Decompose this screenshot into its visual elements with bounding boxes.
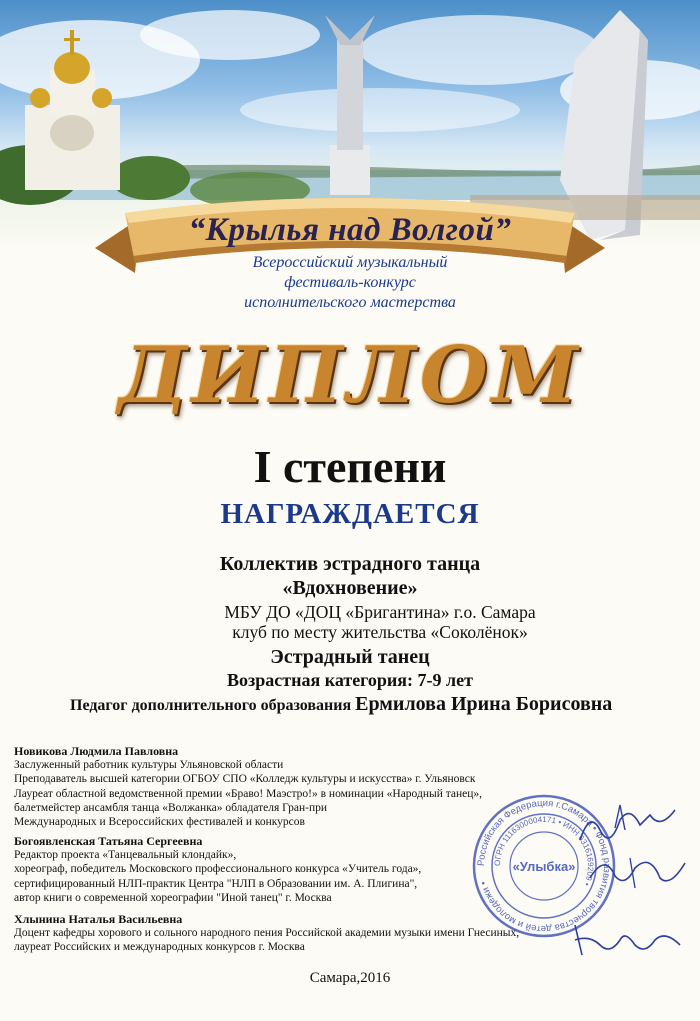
signature <box>560 915 690 965</box>
jury-line: Доцент кафедры хорового и сольного народного пения Российской академии музыки имени Гнесиных, <box>14 927 520 940</box>
recipient-collective: Коллектив эстрадного танца <box>219 553 481 575</box>
jury-line: балетмейстер ансамбля танца «Волжанка» обладателя Гран-при <box>14 801 328 814</box>
stamp-middle-text: ОГРН 1116300004171 • ИНН 6316169209 • <box>492 814 596 888</box>
teacher-name: Ермилова Ирина Борисовна <box>355 693 613 715</box>
jury-member <box>14 834 534 905</box>
jury-line: Преподаватель высшей категории ОГБОУ СПО «Колледж культуры и искусства» г. Ульяновск <box>14 773 476 786</box>
festival-line: исполнительского мастерства <box>244 294 456 311</box>
stamp-center-text: «Улыбка» <box>512 859 576 874</box>
nomination: Эстрадный танец <box>270 646 430 668</box>
festival-line: фестиваль-конкурс <box>284 274 416 291</box>
diploma-heading: ДИПЛОМ <box>117 330 582 421</box>
jury-line: Лауреат областной ведомственной премии «Браво! Маэстро!» в номинации «Народный танец», <box>14 787 483 800</box>
jury-line: хореограф, победитель Московского профессионального конкурса «Учитель года», <box>14 863 422 876</box>
recipient-name: «Вдохновение» <box>282 577 418 599</box>
jury-name: Хлынина Наталья Васильевна <box>14 912 183 926</box>
teacher-line <box>70 693 670 716</box>
jury-member <box>14 912 534 955</box>
age-category: Возрастная категория: 7-9 лет <box>227 670 473 690</box>
festival-title: “Крылья над Волгой” <box>188 212 512 248</box>
teacher-label: Педагог дополнительного образования <box>70 697 352 714</box>
recipient-org-line2: клуб по месту жительства «Соколёнок» <box>232 622 528 642</box>
jury-line: Международных и Всероссийских фестивалей и конкурсов <box>14 816 305 829</box>
jury-line: Заслуженный работник культуры Ульяновской области <box>14 759 284 772</box>
awarded-label: НАГРАЖДАЕТСЯ <box>220 498 480 530</box>
jury-name: Новикова Людмила Павловна <box>14 744 179 758</box>
jury-line: автор книги о современной хореографии "Иной танец" г. Москва <box>14 891 332 904</box>
degree: I степени <box>253 441 447 492</box>
stamp-outer-text: Российская Федерация г.Самара • Фонд развития творчества детей и молодежи • <box>475 797 613 935</box>
place-year: Самара,2016 <box>309 970 391 986</box>
festival-description <box>200 253 500 313</box>
jury-line: лауреат Российских и международных конкурсов г. Москва <box>14 941 305 954</box>
jury-name: Богоявленская Татьяна Сергеевна <box>14 834 203 848</box>
signature <box>580 848 690 898</box>
jury-line: Редактор проекта «Танцевальный клондайк», <box>14 849 237 862</box>
jury-member <box>14 744 534 829</box>
signature <box>560 800 690 850</box>
festival-line: Всероссийский музыкальный <box>252 254 448 271</box>
recipient-org-line1: МБУ ДО «ДОЦ «Бригантина» г.о. Самара <box>224 602 536 622</box>
jury-line: сертифицированный НЛП-практик Центра "НЛП в Образовании им. А. Плигина", <box>14 877 418 890</box>
